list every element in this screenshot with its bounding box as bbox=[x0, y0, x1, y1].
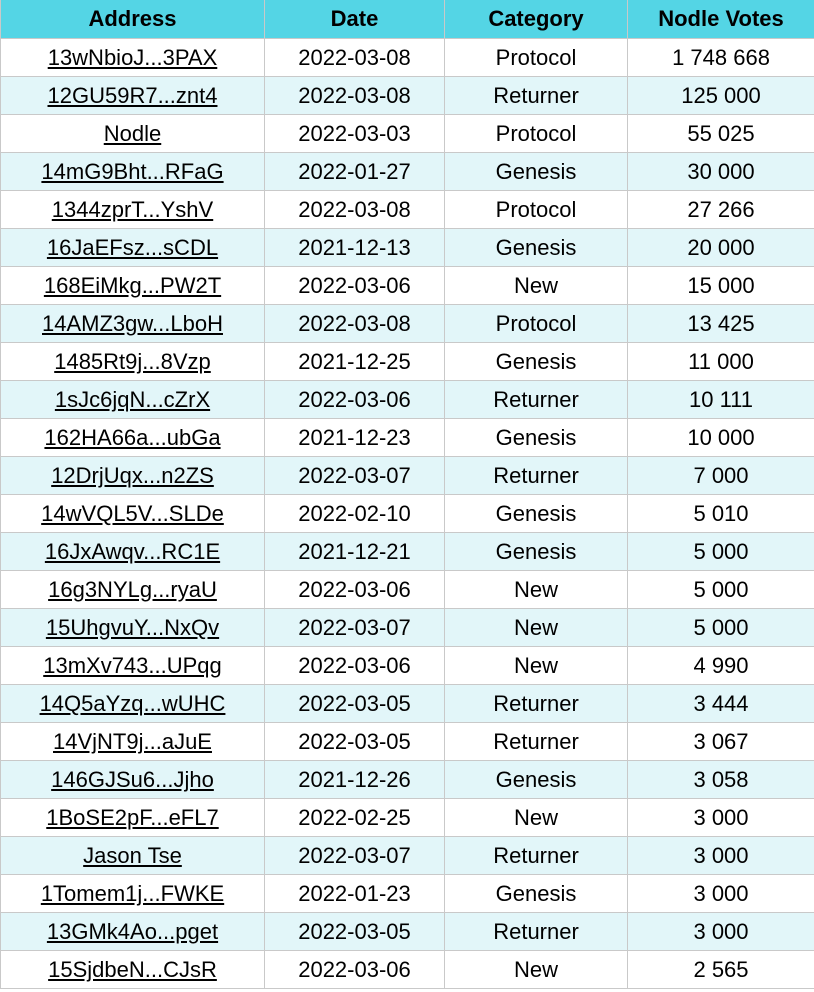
nodle-votes-cell: 20 000 bbox=[628, 229, 814, 267]
category-cell: Returner bbox=[445, 381, 628, 419]
address-cell bbox=[1, 647, 265, 685]
address-cell bbox=[1, 685, 265, 723]
table-row bbox=[1, 571, 814, 609]
address-link[interactable]: 14AMZ3gw...LboH bbox=[42, 310, 223, 336]
date-cell: 2022-03-08 bbox=[265, 77, 445, 115]
table-row bbox=[1, 381, 814, 419]
nodle-votes-cell: 5 000 bbox=[628, 609, 814, 647]
address-cell bbox=[1, 191, 265, 229]
date-cell: 2022-03-06 bbox=[265, 647, 445, 685]
address-link[interactable]: 15UhgvuY...NxQv bbox=[45, 614, 220, 640]
category-cell: Returner bbox=[445, 837, 628, 875]
category-cell: New bbox=[445, 951, 628, 989]
address-cell bbox=[1, 153, 265, 191]
nodle-votes-cell: 2 565 bbox=[628, 951, 814, 989]
address-cell bbox=[1, 343, 265, 381]
address-cell bbox=[1, 875, 265, 913]
date-cell: 2022-02-10 bbox=[265, 495, 445, 533]
category-cell: Returner bbox=[445, 77, 628, 115]
table-row bbox=[1, 723, 814, 761]
address-cell bbox=[1, 77, 265, 115]
nodle-votes-cell: 15 000 bbox=[628, 267, 814, 305]
table-row bbox=[1, 761, 814, 799]
date-cell: 2022-03-07 bbox=[265, 609, 445, 647]
date-cell: 2022-03-06 bbox=[265, 381, 445, 419]
address-link[interactable]: 15SjdbeN...CJsR bbox=[48, 956, 217, 982]
address-cell bbox=[1, 229, 265, 267]
table-row bbox=[1, 647, 814, 685]
address-link[interactable]: 13GMk4Ao...pget bbox=[46, 918, 219, 944]
address-link[interactable]: 1sJc6jqN...cZrX bbox=[54, 386, 211, 412]
category-cell: New bbox=[445, 267, 628, 305]
table-row bbox=[1, 609, 814, 647]
address-link[interactable]: 13wNbioJ...3PAX bbox=[47, 44, 218, 70]
category-cell: Genesis bbox=[445, 153, 628, 191]
nodle-votes-cell: 11 000 bbox=[628, 343, 814, 381]
category-cell: Protocol bbox=[445, 191, 628, 229]
category-cell: Returner bbox=[445, 723, 628, 761]
address-cell bbox=[1, 913, 265, 951]
category-cell: Returner bbox=[445, 685, 628, 723]
category-cell: Returner bbox=[445, 457, 628, 495]
address-cell bbox=[1, 39, 265, 77]
column-header-nodle-votes[interactable]: Nodle Votes bbox=[628, 0, 814, 39]
nodle-votes-cell: 3 058 bbox=[628, 761, 814, 799]
nodle-votes-cell: 5 000 bbox=[628, 571, 814, 609]
category-cell: Genesis bbox=[445, 875, 628, 913]
nodle-votes-cell: 5 000 bbox=[628, 533, 814, 571]
address-link[interactable]: 14Q5aYzq...wUHC bbox=[39, 690, 226, 716]
nodle-votes-cell: 27 266 bbox=[628, 191, 814, 229]
address-cell bbox=[1, 457, 265, 495]
category-cell: Genesis bbox=[445, 533, 628, 571]
address-link[interactable]: 12GU59R7...znt4 bbox=[47, 82, 218, 108]
address-cell bbox=[1, 761, 265, 799]
date-cell: 2021-12-21 bbox=[265, 533, 445, 571]
category-cell: Protocol bbox=[445, 305, 628, 343]
category-cell: Genesis bbox=[445, 343, 628, 381]
nodle-votes-cell: 55 025 bbox=[628, 115, 814, 153]
nodle-votes-cell: 10 111 bbox=[628, 381, 814, 419]
date-cell: 2022-02-25 bbox=[265, 799, 445, 837]
date-cell: 2021-12-23 bbox=[265, 419, 445, 457]
address-cell bbox=[1, 115, 265, 153]
address-cell bbox=[1, 267, 265, 305]
column-header-category[interactable]: Category bbox=[445, 0, 628, 39]
address-link[interactable]: 1344zprT...YshV bbox=[51, 196, 214, 222]
address-cell bbox=[1, 533, 265, 571]
column-header-date[interactable]: Date bbox=[265, 0, 445, 39]
table-row bbox=[1, 875, 814, 913]
nodle-votes-cell: 7 000 bbox=[628, 457, 814, 495]
category-cell: Returner bbox=[445, 913, 628, 951]
address-link[interactable]: 16g3NYLg...ryaU bbox=[48, 576, 217, 602]
table-row bbox=[1, 951, 814, 989]
table-row bbox=[1, 419, 814, 457]
nodle-votes-cell: 4 990 bbox=[628, 647, 814, 685]
table-row bbox=[1, 799, 814, 837]
date-cell: 2022-03-07 bbox=[265, 837, 445, 875]
category-cell: New bbox=[445, 571, 628, 609]
table-row bbox=[1, 685, 814, 723]
address-link[interactable]: Nodle bbox=[103, 120, 162, 146]
date-cell: 2022-01-23 bbox=[265, 875, 445, 913]
address-cell bbox=[1, 305, 265, 343]
date-cell: 2022-03-06 bbox=[265, 267, 445, 305]
date-cell: 2022-03-05 bbox=[265, 913, 445, 951]
nodle-votes-cell: 13 425 bbox=[628, 305, 814, 343]
category-cell: Genesis bbox=[445, 761, 628, 799]
address-link[interactable]: 146GJSu6...Jjho bbox=[51, 766, 214, 792]
address-link[interactable]: 1Tomem1j...FWKE bbox=[40, 880, 225, 906]
table-row bbox=[1, 191, 814, 229]
address-cell bbox=[1, 723, 265, 761]
category-cell: New bbox=[445, 647, 628, 685]
address-link[interactable]: 13mXv743...UPqg bbox=[43, 652, 222, 678]
address-link[interactable]: 1485Rt9j...8Vzp bbox=[54, 348, 211, 374]
table-row bbox=[1, 39, 814, 77]
address-link[interactable]: 14mG9Bht...RFaG bbox=[41, 158, 224, 184]
table-body bbox=[1, 39, 814, 989]
address-link[interactable]: 16JxAwqv...RC1E bbox=[44, 538, 221, 564]
address-link[interactable]: 1BoSE2pF...eFL7 bbox=[46, 804, 219, 830]
nodle-votes-cell: 3 000 bbox=[628, 799, 814, 837]
table-row bbox=[1, 495, 814, 533]
table-row bbox=[1, 533, 814, 571]
address-cell bbox=[1, 951, 265, 989]
column-header-address[interactable]: Address bbox=[1, 0, 265, 39]
nodle-votes-cell: 3 444 bbox=[628, 685, 814, 723]
table-header bbox=[1, 0, 814, 39]
category-cell: Genesis bbox=[445, 229, 628, 267]
table-row bbox=[1, 115, 814, 153]
category-cell: Genesis bbox=[445, 495, 628, 533]
date-cell: 2022-03-08 bbox=[265, 39, 445, 77]
table-row bbox=[1, 229, 814, 267]
table-row bbox=[1, 305, 814, 343]
address-link[interactable]: 14VjNT9j...aJuE bbox=[53, 728, 212, 754]
date-cell: 2021-12-25 bbox=[265, 343, 445, 381]
date-cell: 2021-12-26 bbox=[265, 761, 445, 799]
category-cell: New bbox=[445, 799, 628, 837]
nodle-votes-cell: 3 000 bbox=[628, 875, 814, 913]
nodle-votes-cell: 3 067 bbox=[628, 723, 814, 761]
table-row bbox=[1, 267, 814, 305]
date-cell: 2022-01-27 bbox=[265, 153, 445, 191]
header-row bbox=[1, 0, 814, 39]
address-cell bbox=[1, 381, 265, 419]
address-cell bbox=[1, 571, 265, 609]
date-cell: 2022-03-05 bbox=[265, 685, 445, 723]
date-cell: 2022-03-08 bbox=[265, 191, 445, 229]
nodle-votes-cell: 125 000 bbox=[628, 77, 814, 115]
date-cell: 2022-03-07 bbox=[265, 457, 445, 495]
address-link[interactable]: 168EiMkg...PW2T bbox=[43, 272, 222, 298]
nodle-votes-cell: 3 000 bbox=[628, 837, 814, 875]
date-cell: 2022-03-06 bbox=[265, 571, 445, 609]
table-row bbox=[1, 343, 814, 381]
address-link[interactable]: 14wVQL5V...SLDe bbox=[41, 500, 224, 526]
date-cell: 2022-03-08 bbox=[265, 305, 445, 343]
address-cell bbox=[1, 609, 265, 647]
date-cell: 2022-03-06 bbox=[265, 951, 445, 989]
table-row bbox=[1, 153, 814, 191]
category-cell: Protocol bbox=[445, 39, 628, 77]
address-link[interactable]: 162HA66a...ubGa bbox=[44, 424, 221, 450]
table-row bbox=[1, 77, 814, 115]
date-cell: 2022-03-05 bbox=[265, 723, 445, 761]
date-cell: 2022-03-03 bbox=[265, 115, 445, 153]
address-link[interactable]: 16JaEFsz...sCDL bbox=[46, 234, 219, 260]
nodle-votes-cell: 1 748 668 bbox=[628, 39, 814, 77]
nodle-votes-cell: 10 000 bbox=[628, 419, 814, 457]
address-link[interactable]: Jason Tse bbox=[83, 842, 182, 868]
address-link[interactable]: 12DrjUqx...n2ZS bbox=[51, 462, 214, 488]
address-cell bbox=[1, 419, 265, 457]
nodle-votes-cell: 5 010 bbox=[628, 495, 814, 533]
table-row bbox=[1, 457, 814, 495]
category-cell: New bbox=[445, 609, 628, 647]
table-row bbox=[1, 913, 814, 951]
category-cell: Protocol bbox=[445, 115, 628, 153]
address-cell bbox=[1, 799, 265, 837]
table-row bbox=[1, 837, 814, 875]
address-cell bbox=[1, 837, 265, 875]
nodle-votes-cell: 30 000 bbox=[628, 153, 814, 191]
nodle-votes-cell: 3 000 bbox=[628, 913, 814, 951]
category-cell: Genesis bbox=[445, 419, 628, 457]
date-cell: 2021-12-13 bbox=[265, 229, 445, 267]
address-cell bbox=[1, 495, 265, 533]
